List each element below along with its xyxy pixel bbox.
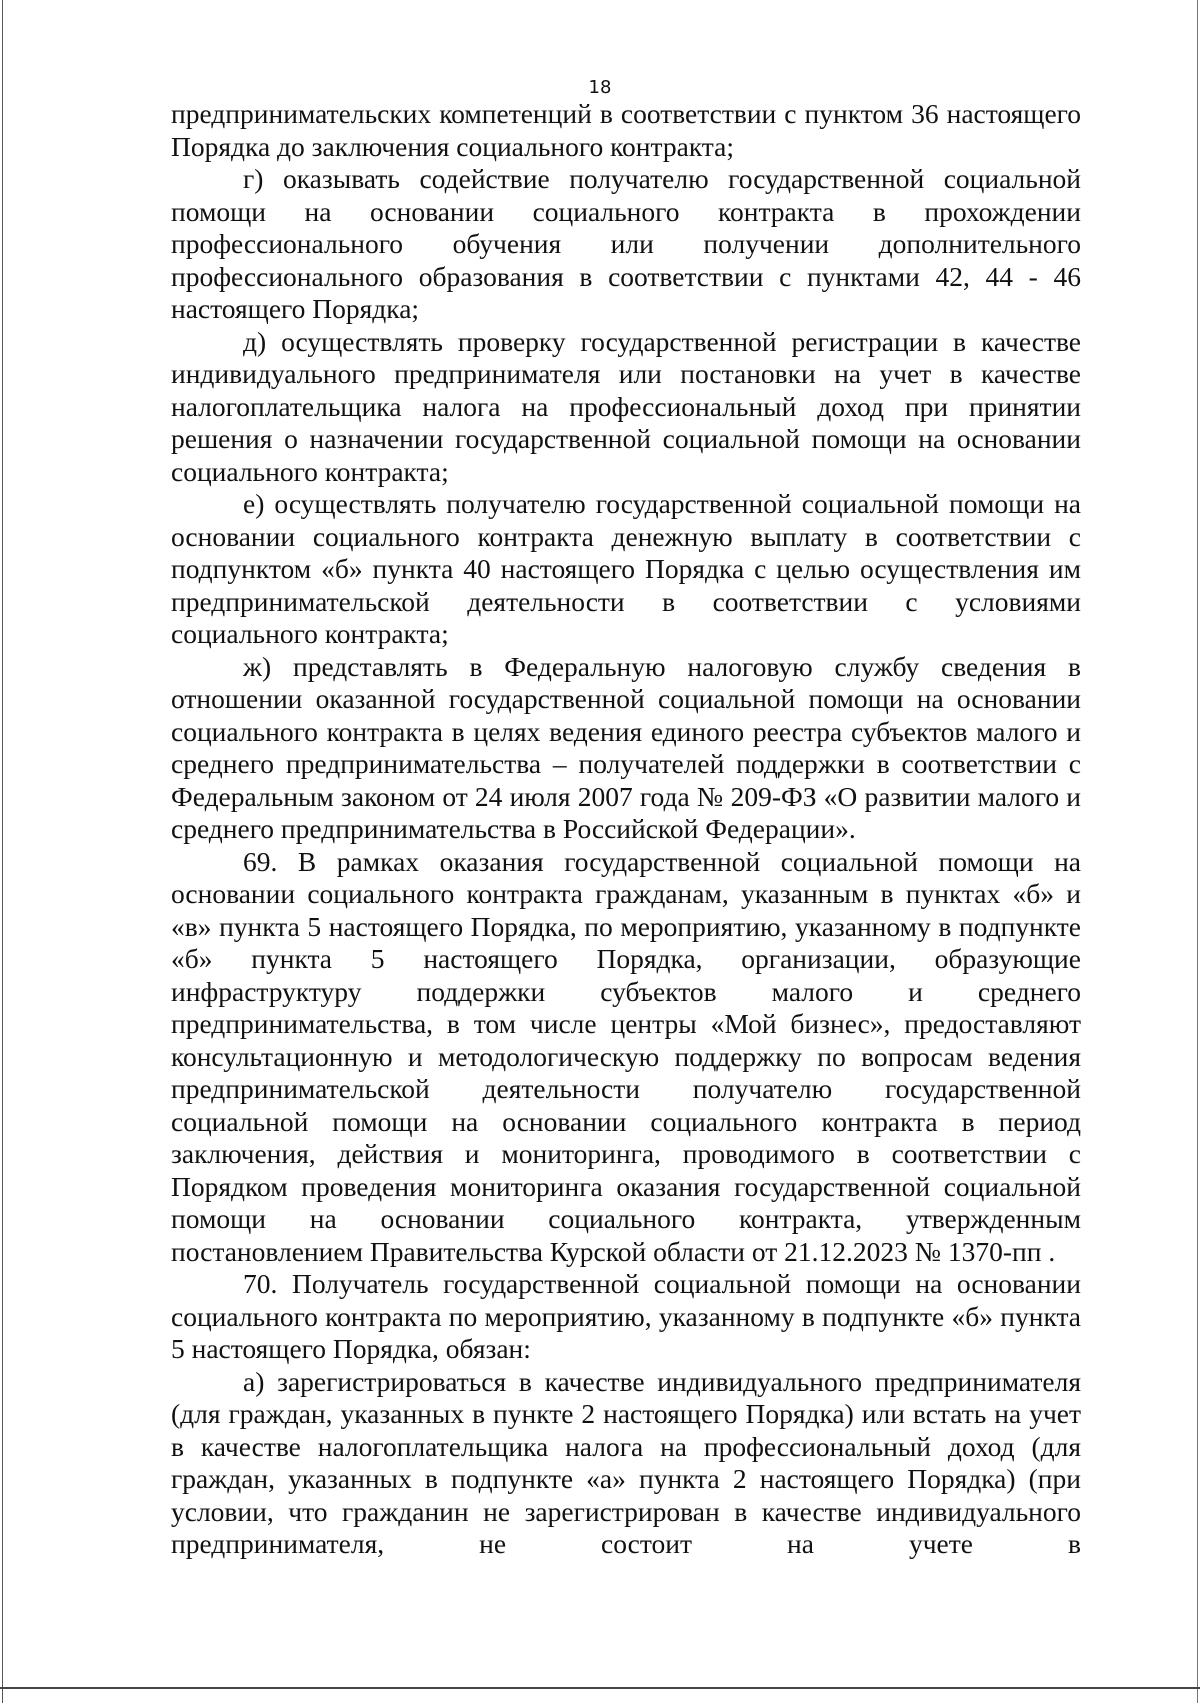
paragraph-item-d: д) осуществлять проверку государственной регистрации в качестве индивидуального предпринимателя или постановки на учет в качестве налогоплательщика налога на профессиональный доход при принятии решения о назначении государственной социальной помощи на основании социального контракта; xyxy=(171,325,1081,487)
scan-edge-left xyxy=(2,0,3,1703)
paragraph-item-g: г) оказывать содействие получателю государственной социальной помощи на основании социального контракта в прохождении профессионального обучения или получении дополнительного профессионального образования в соответствии с пунктами 42, 44 - 46 настоящего Порядка; xyxy=(171,163,1081,324)
scan-edge-right xyxy=(1197,0,1198,1703)
paragraph-continuation: предпринимательских компетенций в соответствии с пунктом 36 настоящего Порядка до заключения социального контракта; xyxy=(171,98,1081,162)
paragraph-70: 70. Получатель государственной социальной помощи на основании социального контракта по мероприятию, указанному в подпункте «б» пункта 5 настоящего Порядка, обязан: xyxy=(171,1268,1081,1364)
paragraph-69: 69. В рамках оказания государственной социальной помощи на основании социального контракта гражданам, указанным в пунктах «б» и «в» пункта 5 настоящего Порядка, по мероприятию, указанному в подпункте «б» пункта 5 настоящего Порядка, организации, образующие инфраструктуру поддержки субъектов малого и среднего предпринимательства, в том числе центры «Мой бизнес», предоставляют консультационную и методологическую поддержку по вопросам ведения предпринимательской деятельности получателю государственной социальной помощи на основании социального контракта в период заключения, действия и мониторинга, проводимого в соответствии с Порядком проведения мониторинга оказания государственной социальной помощи на основании социального контракта, утвержденным постановлением Правительства Курской области от 21.12.2023 № 1370-пп . xyxy=(171,845,1081,1267)
scan-edge-bottom xyxy=(0,1687,1200,1689)
paragraph-item-e: е) осуществлять получателю государственной социальной помощи на основании социального контракта денежную выплату в соответствии с подпунктом «б» пункта 40 настоящего Порядка с целью осуществления им предпринимательской деятельности в соответствии с условиями социального контракта; xyxy=(171,488,1081,649)
paragraph-item-zh: ж) представлять в Федеральную налоговую службу сведения в отношении оказанной государственной социальной помощи на основании социального контракта в целях ведения единого реестра субъектов малого и среднего предпринимательства – получателей поддержки в соответствии с Федеральным законом от 24 июля 2007 года № 209-ФЗ «О развитии малого и среднего предпринимательства в Российской Федерации». xyxy=(171,650,1081,844)
paragraph-item-a: а) зарегистрироваться в качестве индивидуального предпринимателя (для граждан, указанных в пункте 2 настоящего Порядка) или встать на учет в качестве налогоплательщика налога на профессиональный доход (для граждан, указанных в подпункте «а» пункта 2 настоящего Порядка) (при условии, что гражданин не зарегистрирован в качестве индивидуального предпринимателя, не состоит на учете в xyxy=(171,1365,1081,1559)
document-body xyxy=(171,98,1081,1561)
page-number: 18 xyxy=(588,77,612,98)
